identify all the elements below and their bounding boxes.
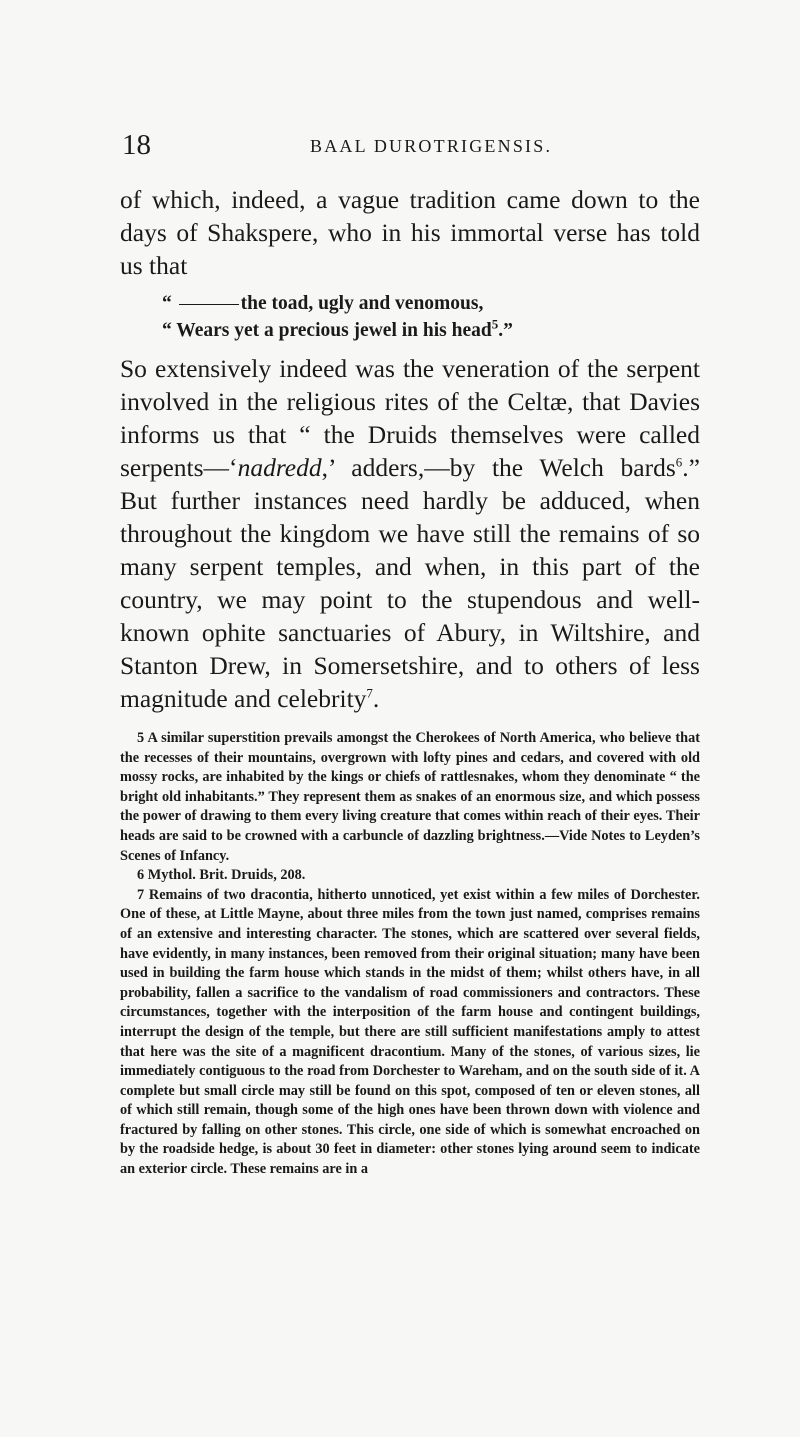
welsh-term: nadredd	[237, 453, 322, 482]
running-title: BAAL DUROTRIGENSIS.	[310, 136, 553, 156]
quote-line-2: “ Wears yet a precious jewel in his head$^5$.”	[162, 316, 513, 341]
omission-dash	[179, 304, 239, 305]
quote-line-1: “ the toad, ugly and venomous,	[162, 293, 484, 314]
footnote-5: 5 A similar superstition prevails amongst the Cherokees of North America, who believe that the recesses of their mountains, overgrown with lofty pines and cedars, and covered with old mossy rocks, are inhabited by the kings or chiefs of rattlesnakes, whom they denominate “ the bright old inhabitants.” They represent them as snakes of an enormous size, and which possess the power of drawing to them every living creature that comes within reach of their eyes. Their heads are said to be crowned with a carbuncle of dazzling brightness.—Vide Notes to Leyden’s Scenes of Infancy.	[120, 730, 700, 864]
main-text	[120, 183, 700, 1180]
verse-quotation	[162, 290, 700, 344]
paragraph-1: of which, indeed, a vague tradition came down to the days of Shakspere, who in his immortal verse has told us that	[120, 185, 700, 280]
page-number: 18	[122, 129, 151, 161]
footnote-ref-7: 7	[366, 685, 373, 701]
paragraph-2: So extensively indeed was the veneration of the serpent involved in the religious rites of the Celtæ, that Davies informs us that “ the Druids themselves were called serpents—‘nadredd,’ adders,—by the Welch bards$^6$.” But further instances need hardly be adduced, when throughout the kingdom we have still the remains of so many serpent temples, and when, in this part of the country, we may point to the stupendous and well-known ophite sanctuaries of Abury, in Wiltshire, and Stanton Drew, in Somersetshire, and to others of less magnitude and celebrity$^7$.	[120, 354, 700, 713]
page-header	[120, 128, 695, 168]
footnote-ref-6: 6	[675, 454, 683, 470]
footnote-7: 7 Remains of two dracontia, hitherto unnoticed, yet exist within a few miles of Dorchester. One of these, at Little Mayne, about three miles from the town just named, comprises remains of an extensive and interesting character. The stones, which are scattered over several fields, have evidently, in many instances, been removed from their original situation; many have been used in building the farm house which stands in the midst of them; whilst others have, in all probability, fallen a sacrifice to the vandalism of road commissioners and contractors. These circumstances, together with the interposition of the farm house and contingent buildings, interrupt the design of the temple, but there are still sufficient manifestations amply to attest that here was the site of a magnificent dracontium. Many of the stones, of various sizes, lie immediately contiguous to the road from Dorchester to Wareham, and on the south side of it. A complete but small circle may still be found on this spot, composed of ten or eleven stones, all of which still remain, though some of the high ones have been thrown down with violence and fractured by falling on other stones. This circle, one side of which is somewhat encroached on by the roadside hedge, is about 30 feet in diameter: other stones lying around seem to indicate an exterior circle. These remains are in a	[120, 886, 700, 1178]
book-page	[120, 128, 700, 1178]
footnote-6: 6 Mythol. Brit. Druids, 208.	[137, 867, 306, 884]
footnotes	[120, 729, 700, 1180]
footnote-ref-5: 5	[491, 316, 499, 332]
